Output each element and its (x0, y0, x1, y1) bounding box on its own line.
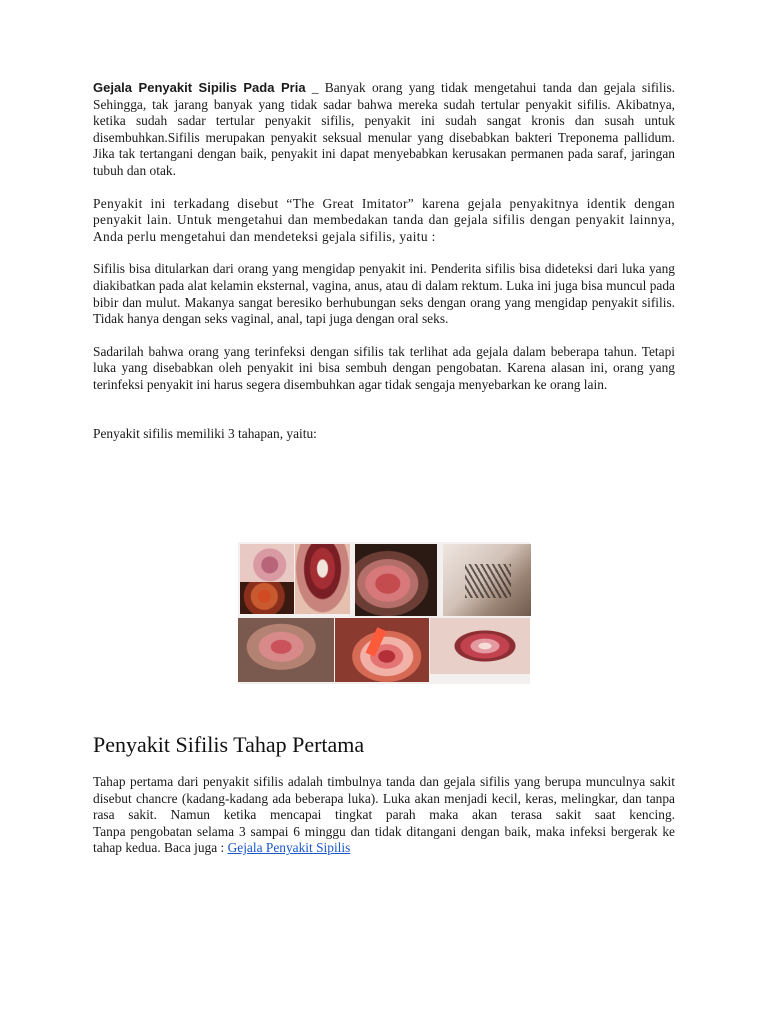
intro-paragraph-3: Sifilis bisa ditularkan dari orang yang mengidap penyakit ini. Penderita sifilis bisa dideteksi dari luka yang diakibatkan pada alat kelamin eksternal, vagina, anus, atau di dalam rektum. Luka ini juga bisa muncul pada bibir dan mulut. Makanya sangat beresiko berhubungan seks dengan orang yang mengidap penyakit sifilis. Tidak hanya dengan seks vaginal, anal, tapi juga dengan oral seks. (93, 261, 675, 327)
intro-lead-title: Gejala Penyakit Sipilis Pada Pria (93, 80, 306, 95)
section-paragraph-2-text: Tanpa pengobatan selama 3 sampai 6 minggu dan tidak ditangani dengan baik, maka infeksi bergerak ke tahap kedua. Baca juga : (93, 823, 675, 856)
collage-photo-2 (240, 582, 294, 614)
intro-paragraph-1 (93, 80, 675, 180)
related-article-link[interactable]: Gejala Penyakit Sipilis (227, 840, 351, 856)
collage-photo-7 (335, 618, 429, 682)
section-body (93, 774, 675, 857)
section-heading: Penyakit Sifilis Tahap Pertama (93, 732, 365, 757)
collage-photo-1 (240, 544, 294, 582)
section-paragraph-2 (93, 824, 675, 857)
intro-lead-separator: _ (305, 80, 325, 95)
intro-paragraph-4: Sadarilah bahwa orang yang terinfeksi dengan sifilis tak terlihat ada gejala dalam beberapa tahun. Tetapi luka yang disebabkan oleh penyakit ini bisa sembuh dengan pengobatan. Karena alasan ini, orang yang terinfeksi penyakit ini harus segera disembuhkan agar tidak sengaja menyebarkan ke orang lain. (93, 343, 675, 392)
intro-paragraph-2: Penyakit ini terkadang disebut “The Great Imitator” karena gejala penyakitnya identik dengan penyakit lain. Untuk mengetahui dan membedakan tanda dan gejala sifilis dengan penyakit lainnya, Anda perlu mengetahui dan mendeteksi gejala sifilis, yaitu : (93, 195, 675, 244)
intro-paragraph-5: Penyakit sifilis memiliki 3 tahapan, yaitu: (93, 425, 317, 441)
section-paragraph-1: Tahap pertama dari penyakit sifilis adalah timbulnya tanda dan gejala sifilis yang berupa munculnya sakit disebut chancre (kadang-kadang ada beberapa luka). Luka akan menjadi kecil, keras, melingkar, dan tanpa rasa sakit. Namun ketika mencapai tingkat parah maka akan terasa sakit saat kencing. (93, 774, 675, 823)
syphilis-symptoms-photo-collage (238, 542, 530, 684)
intro-paragraph-1-text: Banyak orang yang tidak mengetahui tanda dan gejala sifilis. Sehingga, tak jarang banyak yang tidak sadar bahwa mereka sudah tertular penyakit sifilis. Akibatnya, ketika sudah sadar tertular penyakit sifilis, penyakit ini sudah sangat kronis dan susah untuk disembuhkan.Sifilis merupakan penyakit seksual menular yang disebabkan bakteri Treponema pallidum. Jika tak tertangani dengan baik, penyakit ini dapat menyebabkan kerusakan permanen pada saraf, jaringan tubuh dan otak. (93, 80, 675, 178)
collage-photo-5 (443, 544, 531, 616)
collage-photo-8 (430, 618, 530, 674)
collage-photo-6 (238, 618, 334, 682)
article-intro (93, 80, 675, 442)
collage-photo-4 (355, 544, 437, 616)
collage-photo-3 (295, 544, 350, 614)
